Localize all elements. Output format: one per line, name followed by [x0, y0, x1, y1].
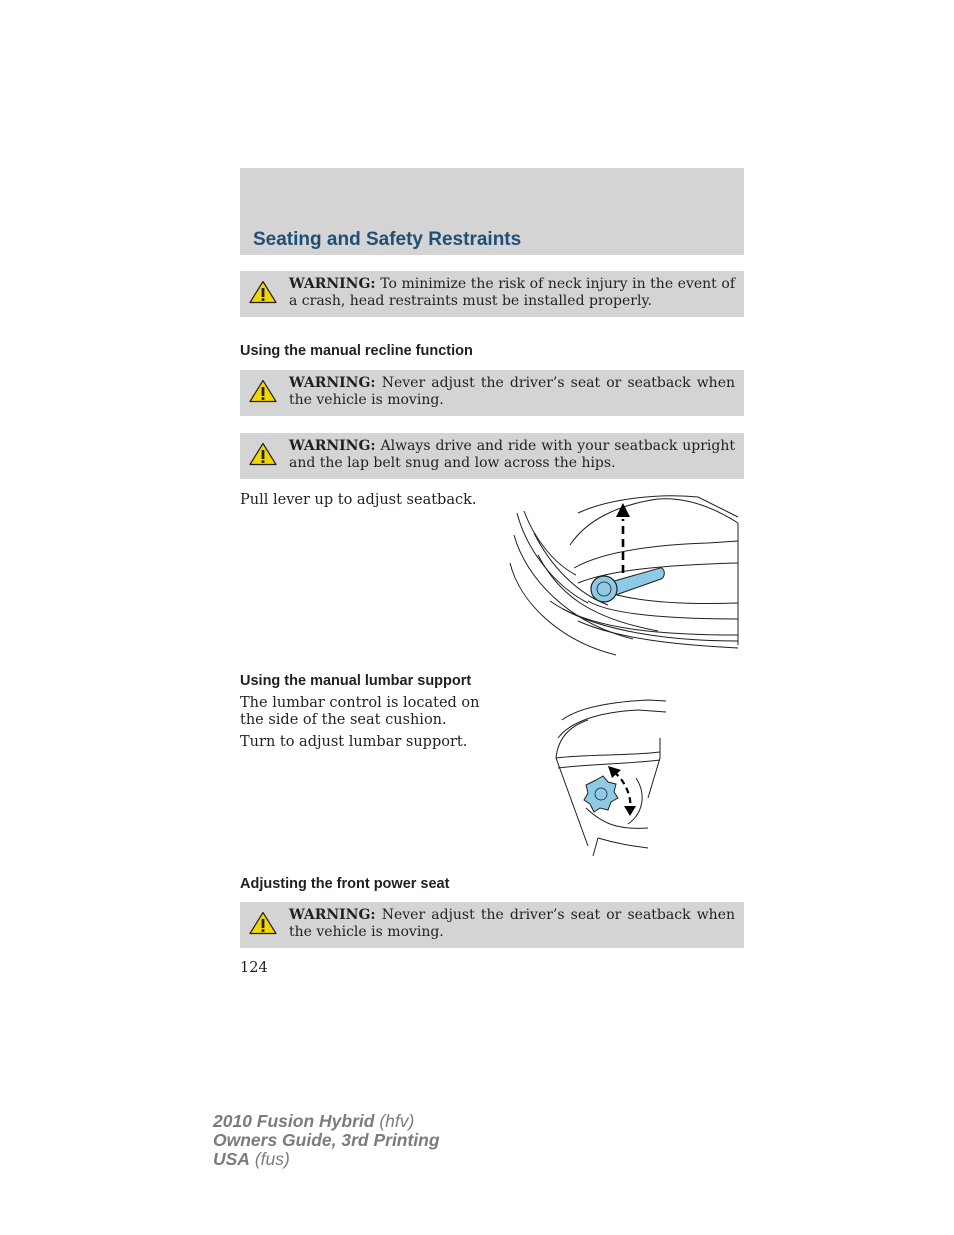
warning-text	[289, 276, 735, 309]
warning-text	[289, 907, 735, 940]
footer-line-model	[213, 1112, 440, 1131]
warning-label: WARNING:	[289, 375, 376, 391]
warning-label: WARNING:	[289, 438, 376, 454]
document-footer	[213, 1112, 440, 1169]
warning-box-seat-moving	[240, 370, 744, 416]
footer-model: 2010 Fusion Hybrid	[213, 1111, 375, 1131]
warning-body: To minimize the risk of neck injury in the event of a crash, head restraints must be installed properly.	[289, 276, 736, 309]
warning-box-head-restraints	[240, 271, 744, 317]
page-number: 124	[240, 960, 268, 976]
lumbar-heading: Using the manual lumbar support	[240, 673, 472, 689]
warning-triangle-icon	[249, 280, 277, 304]
warning-triangle-icon	[249, 442, 277, 466]
footer-model-code: (hfv)	[379, 1111, 415, 1131]
lumbar-paragraph-location: The lumbar control is located on the side of the seat cushion.	[240, 695, 480, 728]
warning-body: Never adjust the driver’s seat or seatback when the vehicle is moving.	[289, 375, 735, 408]
recline-heading: Using the manual recline function	[240, 343, 473, 359]
section-title: Seating and Safety Restraints	[253, 229, 522, 250]
recline-lever-illustration	[508, 493, 742, 658]
warning-label: WARNING:	[289, 907, 376, 923]
warning-body: Never adjust the driver’s seat or seatback when the vehicle is moving.	[289, 907, 735, 940]
footer-line-market	[213, 1150, 440, 1169]
warning-text	[289, 375, 735, 408]
warning-body: Always drive and ride with your seatback upright and the lap belt snug and low across the hips.	[289, 438, 735, 471]
warning-box-seatback-upright	[240, 433, 744, 479]
footer-market-code: (fus)	[254, 1149, 290, 1169]
recline-instruction: Pull lever up to adjust seatback.	[240, 492, 477, 508]
footer-line-edition	[213, 1131, 440, 1150]
power-seat-heading: Adjusting the front power seat	[240, 876, 450, 892]
lumbar-paragraph-turn: Turn to adjust lumbar support.	[240, 734, 468, 750]
warning-triangle-icon	[249, 379, 277, 403]
warning-box-power-seat	[240, 902, 744, 948]
warning-label: WARNING:	[289, 276, 376, 292]
footer-market: USA	[213, 1149, 250, 1169]
warning-triangle-icon	[249, 911, 277, 935]
footer-edition: Owners Guide, 3rd Printing	[213, 1130, 440, 1150]
warning-text	[289, 438, 735, 471]
lumbar-knob-illustration	[548, 698, 670, 858]
